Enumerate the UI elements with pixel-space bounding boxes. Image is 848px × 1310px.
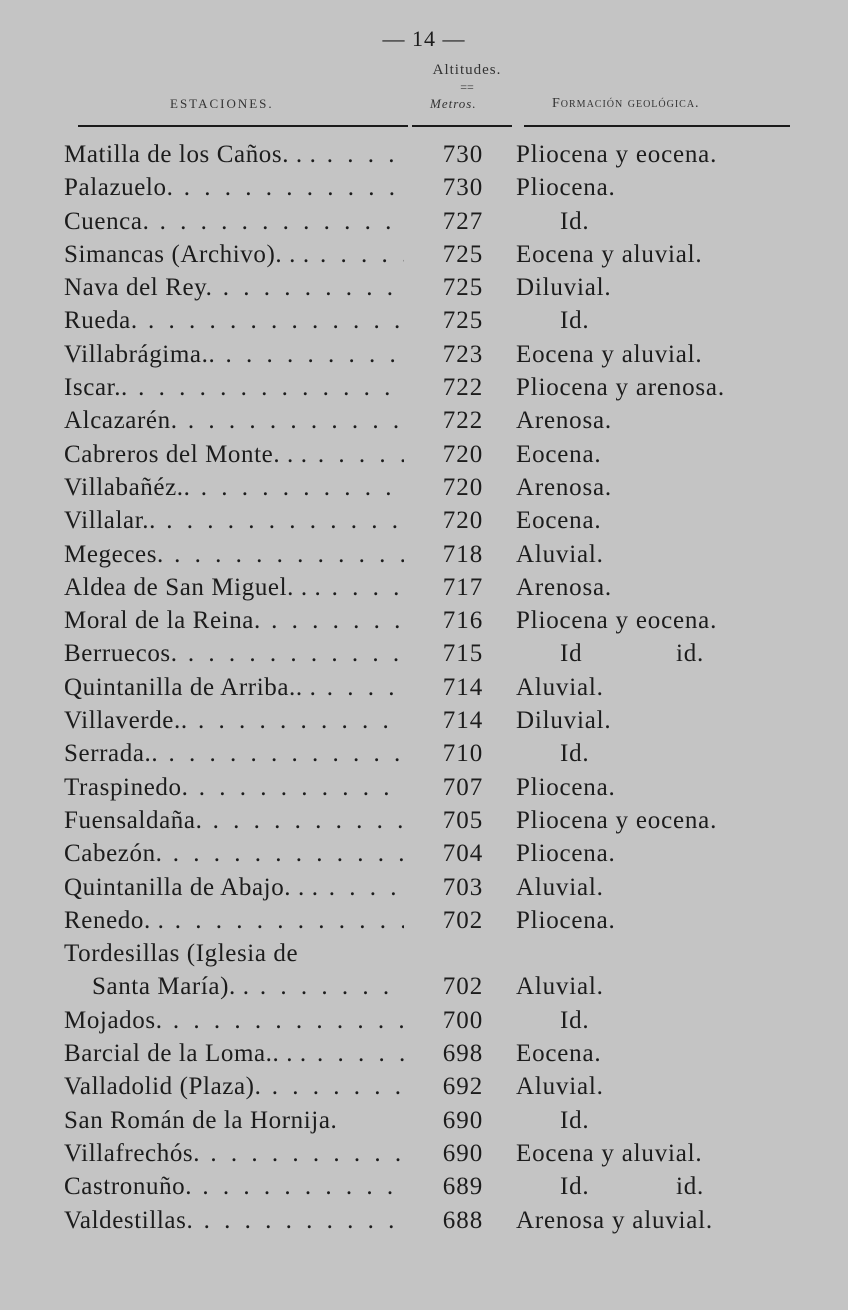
geology-formation: Aluvial. xyxy=(516,1073,604,1101)
altitude-value: 725 xyxy=(442,274,484,302)
table-row xyxy=(0,637,848,670)
station-name: San Román de la Hornija. xyxy=(64,1106,338,1134)
altitude-value: 698 xyxy=(442,1040,484,1068)
station-name: Berruecos. . . . xyxy=(64,637,404,670)
station-name: Villaverde.. . . . xyxy=(64,704,404,737)
station-name: Cabezón. . . . xyxy=(64,837,404,870)
geology-formation: Id. xyxy=(560,1173,590,1201)
geology-formation: Aluvial. xyxy=(516,673,604,701)
geology-formation: Eocena y aluvial. xyxy=(516,340,703,368)
table-row xyxy=(0,1037,848,1070)
station-name: Villabrágima.. . . . xyxy=(64,338,404,371)
station-name: Renedo. . . . . xyxy=(64,904,404,937)
geology-formation: Arenosa. xyxy=(516,573,612,601)
station-name: Megeces. . . . xyxy=(64,538,404,571)
station-name: Villabañéz.. . . . xyxy=(64,471,404,504)
altitude-value: 715 xyxy=(442,640,484,668)
altitude-value: 700 xyxy=(442,1006,484,1034)
table-row xyxy=(0,904,848,937)
altitude-value: 723 xyxy=(442,340,484,368)
geology-formation: Id. xyxy=(560,1106,590,1134)
table-row xyxy=(0,471,848,504)
geology-formation: Pliocena. xyxy=(516,773,616,801)
station-name: Fuensaldaña. . . . xyxy=(64,804,404,837)
station-name: Cabreros del Monte. . . . . . xyxy=(64,438,404,471)
table-row xyxy=(0,338,848,371)
table-row xyxy=(0,604,848,637)
altitude-value: 705 xyxy=(442,806,484,834)
table-row xyxy=(0,837,848,870)
altitude-value: 689 xyxy=(442,1173,484,1201)
table-row xyxy=(0,1170,848,1203)
table-row xyxy=(0,804,848,837)
metros-column-header: Metros. xyxy=(430,96,477,111)
station-name: Cuenca. . . . xyxy=(64,205,404,238)
station-name: Aldea de San Miguel. . . . . . xyxy=(64,571,404,604)
geology-formation: Arenosa. xyxy=(516,407,612,435)
table-row xyxy=(0,571,848,604)
altitude-value: 692 xyxy=(442,1073,484,1101)
geology-formation: Pliocena. xyxy=(516,840,616,868)
station-name: Quintanilla de Abajo. . . . . . xyxy=(64,871,404,904)
table-row xyxy=(0,1004,848,1037)
table-row xyxy=(0,1070,848,1103)
geology-formation: Id xyxy=(560,640,583,668)
geology-formation: Eocena y aluvial. xyxy=(516,240,703,268)
altitude-value: 725 xyxy=(442,240,484,268)
altitude-value: 730 xyxy=(442,141,484,168)
table-row xyxy=(0,937,848,970)
altitude-value: 730 xyxy=(442,174,484,202)
geology-formation: Pliocena y eocena. xyxy=(516,607,718,635)
geology-formation: Pliocena y arenosa. xyxy=(516,374,725,402)
station-name: Palazuelo. . . . xyxy=(64,171,404,204)
altitude-value: 710 xyxy=(442,740,484,768)
altitude-value: 702 xyxy=(442,906,484,934)
geology-formation: Diluvial. xyxy=(516,274,612,302)
geology-formation: Eocena. xyxy=(516,507,602,535)
altitude-value: 707 xyxy=(442,773,484,801)
altitudes-underline-mark: == xyxy=(460,80,474,94)
altitude-value: 690 xyxy=(442,1106,484,1134)
station-name: Valladolid (Plaza). . . . xyxy=(64,1070,404,1103)
station-name: Santa María). . . . . xyxy=(92,970,404,1003)
station-name: Valdestillas. . . . xyxy=(64,1204,404,1237)
table-row xyxy=(0,1137,848,1170)
geology-formation-second: id. xyxy=(676,1173,705,1201)
altitude-value: 703 xyxy=(442,873,484,901)
geology-formation: Pliocena y eocena. xyxy=(516,806,718,834)
station-name: Alcazarén. . . . xyxy=(64,404,404,437)
station-name: Mojados. . . . xyxy=(64,1004,404,1037)
table-row xyxy=(0,271,848,304)
geology-formation: Id. xyxy=(560,207,590,235)
altitude-value: 688 xyxy=(442,1206,484,1234)
geology-formation: Pliocena y eocena. xyxy=(516,141,718,168)
geology-column-header: Formación geológica. xyxy=(552,96,700,111)
table-row xyxy=(0,304,848,337)
geology-formation: Aluvial. xyxy=(516,540,604,568)
geology-formation: Eocena y aluvial. xyxy=(516,1139,703,1167)
geology-formation: Arenosa y aluvial. xyxy=(516,1206,713,1234)
altitude-value: 720 xyxy=(442,440,484,468)
altitude-value: 720 xyxy=(442,473,484,501)
altitude-value: 722 xyxy=(442,407,484,435)
geology-formation: Arenosa. xyxy=(516,473,612,501)
table-row xyxy=(0,171,848,204)
geology-formation: Diluvial. xyxy=(516,707,612,735)
station-name: Castronuño. . . . xyxy=(64,1170,404,1203)
altitude-value: 727 xyxy=(442,207,484,235)
table-row xyxy=(0,671,848,704)
table-row xyxy=(0,538,848,571)
table-row xyxy=(0,138,848,171)
geology-formation: Aluvial. xyxy=(516,873,604,901)
altitude-value: 704 xyxy=(442,840,484,868)
geology-formation: Pliocena. xyxy=(516,174,616,202)
station-name: Serrada.. . . . xyxy=(64,737,404,770)
altitude-value: 690 xyxy=(442,1139,484,1167)
station-name: Nava del Rey. . . . xyxy=(64,271,404,304)
altitude-value: 725 xyxy=(442,307,484,335)
table-row xyxy=(0,704,848,737)
station-name: Barcial de la Loma.. . . . . . xyxy=(64,1037,404,1070)
altitude-value: 716 xyxy=(442,607,484,635)
table-row xyxy=(0,438,848,471)
table-row xyxy=(0,970,848,1003)
station-name: Villafrechós. . . . xyxy=(64,1137,404,1170)
table-row xyxy=(0,371,848,404)
page-number: — 14 — xyxy=(382,26,466,51)
header-rule-stations xyxy=(78,125,408,127)
geology-formation-second: id. xyxy=(676,640,705,668)
altitude-value: 722 xyxy=(442,374,484,402)
table-row xyxy=(0,1204,848,1237)
station-name: Simancas (Archivo). . . . . . xyxy=(64,238,404,271)
geology-formation: Id. xyxy=(560,307,590,335)
table-row xyxy=(0,238,848,271)
altitude-value: 714 xyxy=(442,673,484,701)
altitude-value: 720 xyxy=(442,507,484,535)
stations-table xyxy=(0,138,848,1237)
station-name: Rueda. . . . xyxy=(64,304,404,337)
table-row xyxy=(0,504,848,537)
station-name: Moral de la Reina. . . . xyxy=(64,604,404,637)
altitude-value: 702 xyxy=(442,973,484,1001)
altitude-value: 718 xyxy=(442,540,484,568)
geology-formation: Eocena. xyxy=(516,1040,602,1068)
stations-column-header: ESTACIONES. xyxy=(170,96,274,111)
altitudes-heading: Altitudes. xyxy=(432,62,502,78)
geology-formation: Id. xyxy=(560,1006,590,1034)
header-rule-geology xyxy=(524,125,790,127)
geology-formation: Eocena. xyxy=(516,440,602,468)
station-name: Villalar.. . . . xyxy=(64,504,404,537)
header-rule-metros xyxy=(412,125,512,127)
geology-formation: Id. xyxy=(560,740,590,768)
geology-formation: Pliocena. xyxy=(516,906,616,934)
station-name: Matilla de los Caños. . . . . . xyxy=(64,138,404,171)
station-name: Tordesillas (Iglesia de xyxy=(64,940,299,968)
table-row xyxy=(0,404,848,437)
table-row xyxy=(0,205,848,238)
table-row xyxy=(0,771,848,804)
table-row xyxy=(0,871,848,904)
table-row xyxy=(0,737,848,770)
altitude-value: 717 xyxy=(442,573,484,601)
altitude-value: 714 xyxy=(442,707,484,735)
station-name: Iscar.. . . . xyxy=(64,371,404,404)
table-row xyxy=(0,1104,848,1137)
station-name: Quintanilla de Arriba.. . . . . xyxy=(64,671,404,704)
station-name: Traspinedo. . . . xyxy=(64,771,404,804)
geology-formation: Aluvial. xyxy=(516,973,604,1001)
